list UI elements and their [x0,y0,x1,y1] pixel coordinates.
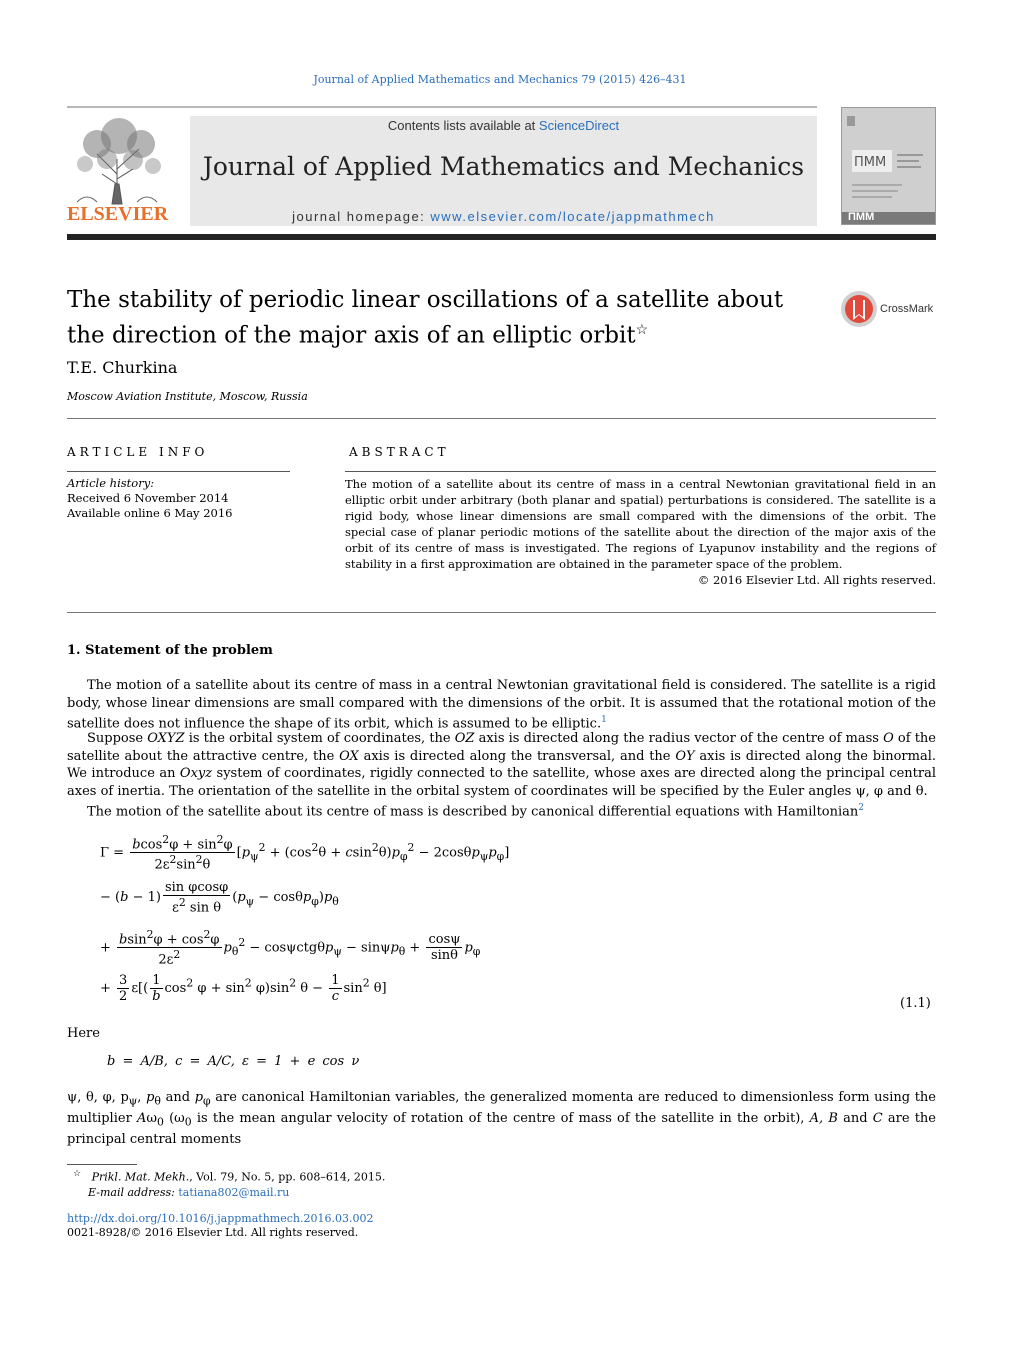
paragraph-4: ψ, θ, φ, $p_\psi$, $p_\theta$ and $p_\varphi$ are canonical Hamiltonian variables, the generalized momenta are reduced to dimensionless form using the multiplier $A\omega_0$ ($\omega_0$ is the mean angular velocity of rotation of the centre of mass of the satellite in the orbit), A, B and C are the principal central moments [67,1090,936,1148]
email-label: E-mail address: [88,1185,179,1199]
abstract-divider [345,471,936,472]
parameter-definitions: b = A/B, c = A/C, ε = 1 + e cos ν [107,1054,360,1069]
sciencedirect-link[interactable]: ScienceDirect [538,118,620,133]
footnote-divider [67,1164,137,1165]
journal-cover-thumbnail[interactable] [841,107,936,225]
article-title [67,285,807,351]
paragraph-2: Suppose OXYZ is the orbital system of coordinates, the OZ axis is directed along the radius vector of the centre of mass O of the satellite about the attractive centre, the OX axis is directed along the transversal, and the OY axis is directed along the binormal. We introduce an Oxyz system of coordinates, rigidly connected to the satellite, whose axes are directed along the principal central axes of inertia. The orientation of the satellite in the orbital system of coordinates will be specified by the Euler angles ψ, φ and θ. [67,731,937,799]
footnote-mark: ☆ [73,1169,82,1179]
footnote [67,1167,385,1200]
here-text: Here [67,1026,100,1041]
title-footnote-mark[interactable]: ☆ [635,322,649,338]
header-divider [67,106,817,108]
article-title-text: The stability of periodic linear oscillations of a satellite about the direction of the major axis of an elliptic orbit [67,287,784,349]
equation-number: (1.1) [900,996,931,1011]
divider [67,612,936,613]
abstract-heading: ABSTRACT [349,445,450,459]
journal-citation[interactable]: Journal of Applied Mathematics and Mechanics 79 (2015) 426–431 [313,73,687,86]
svg-text:ПММ: ПММ [854,155,887,170]
reference-link[interactable]: 1 [601,715,607,725]
homepage-prefix: journal homepage: [292,209,431,224]
abstract-copyright: © 2016 Elsevier Ltd. All rights reserved. [697,573,936,587]
reference-link[interactable]: 2 [858,803,865,813]
homepage-line [190,209,817,224]
paragraph-1-text: The motion of a satellite about its centre of mass in a central Newtonian gravitational field is considered. The satellite is a rigid body, whose linear dimensions are small compared with the dimensions of the orbit. It is assumed that the rotational motion of the satellite does not influence the shape of its orbit, which is assumed to be elliptic. [67,678,936,732]
doi-link[interactable]: http://dx.doi.org/10.1016/j.jappmathmech.2016.03.002 [67,1212,374,1225]
article-info-heading: ARTICLE INFO [67,445,209,459]
contents-prefix: Contents lists available at [387,118,539,133]
divider [67,418,936,419]
homepage-link[interactable]: www.elsevier.com/locate/jappmathmech [430,209,715,224]
abstract-text: The motion of a satellite about its centre of mass in a central Newtonian gravitational field in an elliptic orbit under arbitrary (both planar and spatial) perturbations is considered. The satellite is a rigid body, whose linear dimensions are small compared with the dimensions of the orbit. The special case of planar periodic motions of the satellite about the direction of the major axis of the orbit of its centre of mass is investigated. The regions of Lyapunov instability and the regions of stability in a first approximation are obtained in the parameter space of the problem. [345,477,936,571]
elsevier-tree-icon [67,114,167,206]
article-info-divider [67,471,290,472]
hamiltonian-equation: Γ = $\frac{bcos^2\varphi + \sin^2\varphi}{2\varepsilon^2\sin^2\theta}$ $[p_\psi^2 + (\cos^2\theta + csin^2\theta)p_\varphi^2 - 2\cos\theta p_\psi p_\varphi]$ − (b − 1) $\frac{\text{sin φcosφ}}{\varepsilon^2 \sin \theta}$ $(p_\psi - \cos\theta p_\varphi)p_\theta$ + $\frac{bsin^2\varphi + \cos^2\varphi}{2\varepsilon^2}$ $p_\theta^2 - \cos\psi ctg\theta p_\psi - \sin\psi p_\theta$ + $\frac{\cos\psi}{\sin\theta}$ $p_\varphi$ + $\frac{3}{2}$ ε[( $\frac{1}{b}$ $\cos^2 \varphi + \sin^2 \varphi)\sin^2$ θ − $\frac{1}{c}$ $\sin^2 \theta$] [100,833,510,1004]
crossmark-label: CrossMark [880,303,934,315]
paragraph-3 [67,800,936,821]
author-affiliation: Moscow Aviation Institute, Moscow, Russia [67,390,308,403]
contents-line [190,118,817,133]
paragraph-1 [67,677,936,733]
author-name[interactable]: T.E. Churkina [67,358,178,377]
journal-banner [190,116,817,226]
footnote-source: Prikl. Mat. Mekh. [91,1170,190,1184]
elsevier-logo[interactable] [67,114,167,226]
issn-line: 0021-8928/© 2016 Elsevier Ltd. All rights reserved. [67,1226,359,1239]
paragraph-3-text: The motion of the satellite about its centre of mass is described by canonical differential equations with Hamiltonian [87,804,859,820]
available-date: Available online 6 May 2016 [67,506,233,520]
section-heading: 1. Statement of the problem [67,643,273,658]
crossmark-icon [840,290,880,330]
cover-art-icon [842,108,935,224]
header-thick-divider [67,234,936,240]
email-link[interactable]: tatiana802@mail.ru [178,1185,290,1199]
received-date: Received 6 November 2014 [67,491,229,505]
journal-title: Journal of Applied Mathematics and Mechanics [202,152,805,181]
elsevier-wordmark: ELSEVIER [67,203,169,225]
history-label: Article history: [67,476,155,490]
cover-label: ПММ [848,211,875,223]
crossmark-badge[interactable] [840,290,940,330]
article-history [67,476,232,521]
footnote-details: , Vol. 79, No. 5, pp. 608–614, 2015. [189,1170,386,1184]
